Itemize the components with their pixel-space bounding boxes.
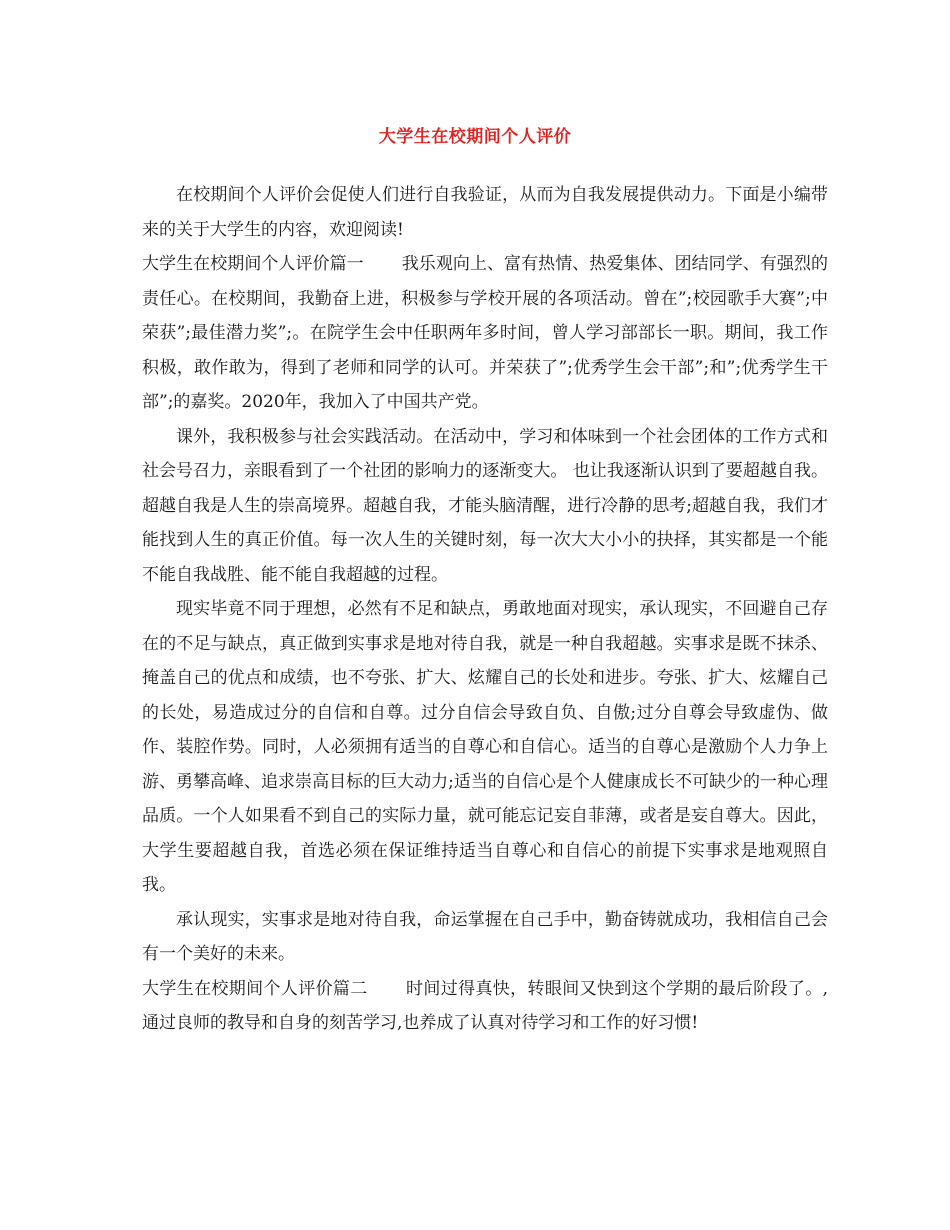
section-1-paragraph-2: 课外，我积极参与社会实践活动。在活动中，学习和体味到一个社会团体的工作方式和社会号召力，亲眼看到了一个社团的影响力的逐渐变大。 也让我逐渐认识到了要超越自我。 超越自我是人生的崇高境界。超越自我，才能头脑清醒，进行冷静的思考;超越自我，我们才能找到人生的真正价值。每一次人生的关键时刻，每一次大大小小的抉择，其实都是一个能不能自我战胜、能不能自我超越的过程。 — [142, 426, 828, 585]
document-body — [142, 178, 828, 1041]
section-1-paragraph-3: 现实毕竟不同于理想，必然有不足和缺点，勇敢地面对现实，承认现实，不回避自己存在的不足与缺点，真正做到实事求是地对待自我，就是一种自我超越。实事求是既不抹杀、掩盖自己的优点和成绩，也不夸张、扩大、炫耀自己的长处和进步。夸张、扩大、炫耀自己的长处，易造成过分的自信和自尊。过分自信会导致自负、自傲;过分自尊会导致虚伪、做作、装腔作势。同时，人必须拥有适当的自尊心和自信心。适当的自尊心是激励个人力争上游、勇攀高峰、追求崇高目标的巨大动力;适当的自信心是个人健康成长不可缺少的一种心理品质。一个人如果看不到自己的实际力量，就可能忘记妄自菲薄，或者是妄自尊大。因此，大学生要超越自我，首选必须在保证维持适当自尊心和自信心的前提下实事求是地观照自我。 — [142, 599, 828, 895]
intro-paragraph: 在校期间个人评价会促使人们进行自我验证，从而为自我发展提供动力。下面是小编带来的关于大学生的内容，欢迎阅读! — [142, 185, 828, 240]
section-1-heading: 大学生在校期间个人评价篇一 — [142, 254, 364, 274]
section-2-paragraph — [142, 972, 828, 1041]
section-1-lead-text: 我乐观向上、富有热情、热爱集体、团结同学、有强烈的责任心。在校期间，我勤奋上进，积极参与学校开展的各项活动。曾在”;校园歌手大赛”;中荣获”;最佳潜力奖”;。在院学生会中任职两年多时间，曾人学习部部长一职。期间，我工作积极，敢作敢为，得到了老师和同学的认可。并荣获了”;优秀学生会干部”;和”;优秀学生干部”;的嘉奖。2020年，我加入了中国共产党。 — [142, 254, 829, 412]
section-1-paragraph — [142, 247, 828, 420]
section-1-paragraph-4: 承认现实，实事求是地对待自我，命运掌握在自己手中，勤奋铸就成功，我相信自己会有一个美好的未来。 — [142, 909, 828, 964]
section-2-heading: 大学生在校期间个人评价篇二 — [142, 978, 368, 999]
section-2-lead-text: 时间过得真快，转眼间又快到这个学期的最后阶段了。,通过良师的教导和自身的刻苦学习,也养成了认真对待学习和工作的好习惯! — [142, 978, 829, 1033]
document-title: 大学生在校期间个人评价 — [378, 127, 572, 147]
